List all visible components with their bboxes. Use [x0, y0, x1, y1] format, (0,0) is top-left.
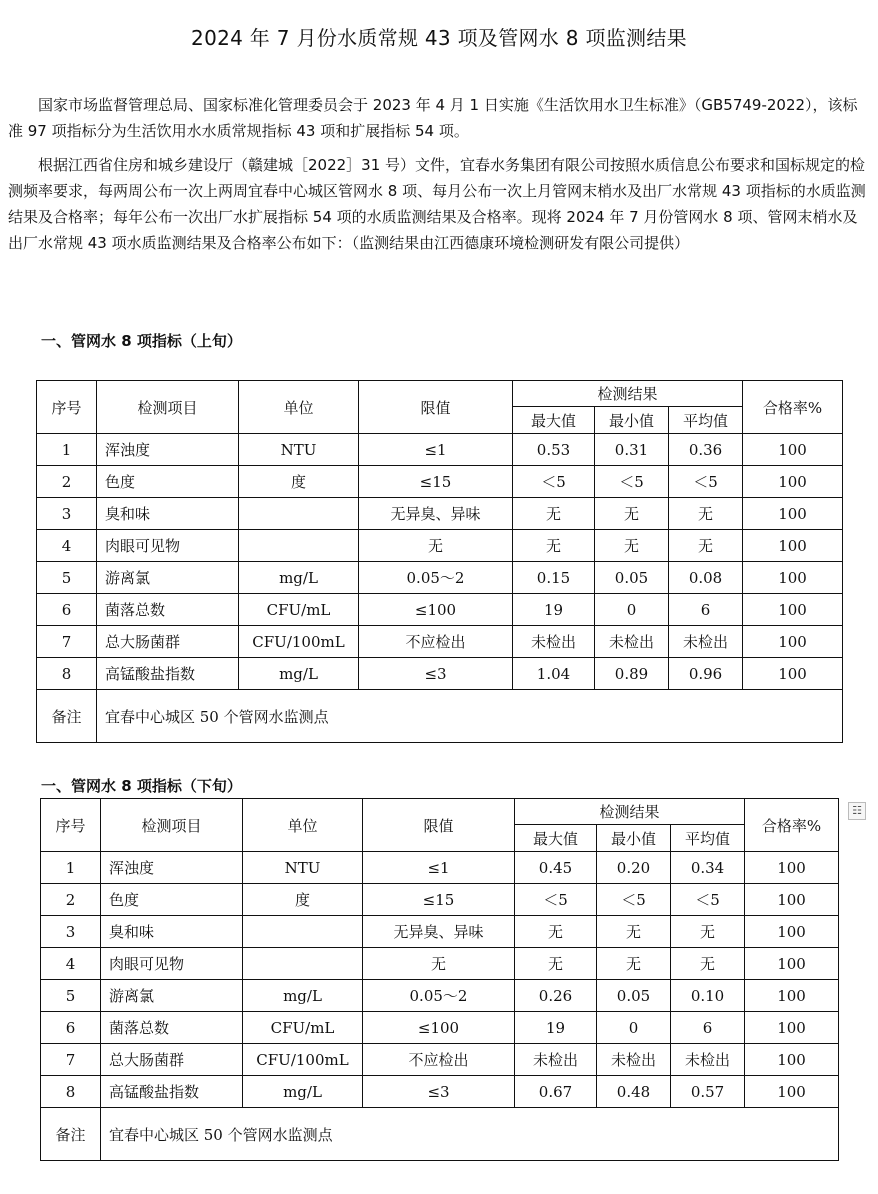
table-row — [41, 852, 839, 884]
cell-seq: 1 — [41, 852, 101, 884]
cell-unit — [239, 498, 359, 530]
cell-max: 无 — [513, 498, 595, 530]
table-note-row — [41, 1108, 839, 1161]
cell-limit: ≤3 — [363, 1076, 515, 1108]
table-row — [41, 1044, 839, 1076]
cell-seq: 4 — [41, 948, 101, 980]
cell-limit: 不应检出 — [363, 1044, 515, 1076]
cell-unit — [239, 530, 359, 562]
cell-min: 无 — [595, 498, 669, 530]
results-table-first-half — [36, 380, 843, 743]
cell-avg: 6 — [669, 594, 743, 626]
header-avg: 平均值 — [671, 825, 745, 852]
table-row — [41, 1076, 839, 1108]
note-text: 宜春中心城区 50 个管网水监测点 — [101, 1108, 839, 1161]
cell-max: 未检出 — [513, 626, 595, 658]
cell-avg: 0.34 — [671, 852, 745, 884]
cell-unit: NTU — [243, 852, 363, 884]
intro-paragraph-2: 根据江西省住房和城乡建设厅（赣建城［2022］31 号）文件，宜春水务集团有限公司按照水质信息公布要求和国标规定的检测频率要求，每两周公布一次上两周宜春中心城区管网水 8 项、每月公布一次上月管网末梢水及出厂水常规 43 项指标的水质监测结果及合格率；每年公布一次出厂水扩展指标 54 项的水质监测结果及合格率。现将 2024 年 7 月份管网水 8 项、管网末梢水及出厂水常规 43 项水质监测结果及合格率公布如下：（监测结果由江西德康环境检测研发有限公司提供） — [8, 156, 866, 252]
cell-seq: 7 — [37, 626, 97, 658]
section-heading-first-half: 一、管网水 8 项指标（上旬） — [41, 332, 242, 350]
cell-limit: ≤100 — [363, 1012, 515, 1044]
table-row — [37, 658, 843, 690]
cell-seq: 8 — [37, 658, 97, 690]
cell-item: 游离氯 — [101, 980, 243, 1012]
header-unit: 单位 — [239, 381, 359, 434]
cell-max: 0.26 — [515, 980, 597, 1012]
cell-min: 0.05 — [595, 562, 669, 594]
cell-max: ＜5 — [513, 466, 595, 498]
cell-min: 0.20 — [597, 852, 671, 884]
page-title: 2024 年 7 月份水质常规 43 项及管网水 8 项监测结果 — [191, 26, 687, 50]
cell-min: 0 — [597, 1012, 671, 1044]
section-heading-second-half: 一、管网水 8 项指标（下旬） — [41, 777, 242, 795]
cell-rate: 100 — [743, 594, 843, 626]
cell-item: 肉眼可见物 — [97, 530, 239, 562]
cell-limit: ≤1 — [363, 852, 515, 884]
cell-item: 臭和味 — [97, 498, 239, 530]
cell-rate: 100 — [745, 948, 839, 980]
intro-paragraph-1: 国家市场监督管理总局、国家标准化管理委员会于 2023 年 4 月 1 日实施《生活饮用水卫生标准》（GB5749-2022），该标准 97 项指标分为生活饮用水水质常规指标 43 项和扩展指标 54 项。 — [8, 96, 858, 140]
cell-unit: 度 — [239, 466, 359, 498]
cell-item: 总大肠菌群 — [101, 1044, 243, 1076]
cell-min: 未检出 — [597, 1044, 671, 1076]
cell-rate: 100 — [743, 466, 843, 498]
cell-min: 无 — [597, 948, 671, 980]
cell-seq: 1 — [37, 434, 97, 466]
header-result: 检测结果 — [515, 799, 745, 825]
table-row — [37, 594, 843, 626]
cell-avg: ＜5 — [669, 466, 743, 498]
cell-avg: 未检出 — [669, 626, 743, 658]
cell-rate: 100 — [745, 980, 839, 1012]
cell-item: 浑浊度 — [97, 434, 239, 466]
header-seq: 序号 — [37, 381, 97, 434]
cell-min: 无 — [595, 530, 669, 562]
header-result: 检测结果 — [513, 381, 743, 407]
cell-item: 高锰酸盐指数 — [101, 1076, 243, 1108]
table-row — [41, 916, 839, 948]
cell-unit: CFU/mL — [243, 1012, 363, 1044]
cell-max: 0.67 — [515, 1076, 597, 1108]
cell-limit: 无异臭、异味 — [359, 498, 513, 530]
header-min: 最小值 — [597, 825, 671, 852]
table-row — [37, 498, 843, 530]
note-label: 备注 — [37, 690, 97, 743]
cell-min: 0.89 — [595, 658, 669, 690]
cell-max: 19 — [515, 1012, 597, 1044]
cell-limit: ≤1 — [359, 434, 513, 466]
cell-rate: 100 — [745, 1076, 839, 1108]
header-max: 最大值 — [513, 407, 595, 434]
cell-rate: 100 — [743, 434, 843, 466]
cell-max: 0.53 — [513, 434, 595, 466]
cell-min: 未检出 — [595, 626, 669, 658]
cell-limit: 无 — [363, 948, 515, 980]
cell-unit: 度 — [243, 884, 363, 916]
header-avg: 平均值 — [669, 407, 743, 434]
results-table-second-half — [40, 798, 839, 1161]
cell-unit: CFU/100mL — [243, 1044, 363, 1076]
cell-item: 浑浊度 — [101, 852, 243, 884]
cell-limit: 无 — [359, 530, 513, 562]
table-header-row — [37, 381, 843, 407]
cell-avg: 无 — [671, 916, 745, 948]
cell-limit: 0.05～2 — [359, 562, 513, 594]
note-label: 备注 — [41, 1108, 101, 1161]
cell-unit — [243, 948, 363, 980]
cell-seq: 7 — [41, 1044, 101, 1076]
cell-seq: 3 — [41, 916, 101, 948]
cell-limit: ≤3 — [359, 658, 513, 690]
table-note-row — [37, 690, 843, 743]
header-max: 最大值 — [515, 825, 597, 852]
cell-avg: 0.08 — [669, 562, 743, 594]
cell-limit: ≤100 — [359, 594, 513, 626]
cell-max: ＜5 — [515, 884, 597, 916]
cell-avg: 无 — [669, 530, 743, 562]
cell-unit: CFU/100mL — [239, 626, 359, 658]
cell-avg: ＜5 — [671, 884, 745, 916]
cell-rate: 100 — [745, 1012, 839, 1044]
cell-item: 臭和味 — [101, 916, 243, 948]
cell-max: 无 — [515, 948, 597, 980]
header-min: 最小值 — [595, 407, 669, 434]
cell-unit: mg/L — [239, 562, 359, 594]
header-item: 检测项目 — [97, 381, 239, 434]
table-header-row — [41, 799, 839, 825]
cell-seq: 8 — [41, 1076, 101, 1108]
cell-seq: 5 — [41, 980, 101, 1012]
header-rate: 合格率% — [743, 381, 843, 434]
header-rate: 合格率% — [745, 799, 839, 852]
cell-seq: 6 — [41, 1012, 101, 1044]
cell-item: 菌落总数 — [101, 1012, 243, 1044]
cell-max: 1.04 — [513, 658, 595, 690]
cell-item: 色度 — [97, 466, 239, 498]
cell-max: 19 — [513, 594, 595, 626]
cell-item: 色度 — [101, 884, 243, 916]
cell-seq: 4 — [37, 530, 97, 562]
table-row — [37, 626, 843, 658]
cell-item: 菌落总数 — [97, 594, 239, 626]
cell-unit: NTU — [239, 434, 359, 466]
cell-rate: 100 — [745, 852, 839, 884]
cell-min: 0.31 — [595, 434, 669, 466]
cell-min: 无 — [597, 916, 671, 948]
table-row — [37, 530, 843, 562]
cell-rate: 100 — [745, 884, 839, 916]
header-seq: 序号 — [41, 799, 101, 852]
cell-rate: 100 — [743, 562, 843, 594]
cell-limit: 不应检出 — [359, 626, 513, 658]
cell-unit: CFU/mL — [239, 594, 359, 626]
cell-min: ＜5 — [595, 466, 669, 498]
cell-max: 无 — [513, 530, 595, 562]
cell-unit — [243, 916, 363, 948]
cell-max: 0.45 — [515, 852, 597, 884]
table-row — [41, 884, 839, 916]
table-row — [37, 434, 843, 466]
cell-avg: 未检出 — [671, 1044, 745, 1076]
cell-seq: 2 — [41, 884, 101, 916]
cell-rate: 100 — [743, 658, 843, 690]
cell-min: 0 — [595, 594, 669, 626]
header-limit: 限值 — [363, 799, 515, 852]
cell-seq: 3 — [37, 498, 97, 530]
cell-limit: ≤15 — [359, 466, 513, 498]
cell-max: 无 — [515, 916, 597, 948]
cell-avg: 无 — [669, 498, 743, 530]
table-row — [37, 562, 843, 594]
cell-item: 肉眼可见物 — [101, 948, 243, 980]
cell-rate: 100 — [745, 1044, 839, 1076]
table-row — [41, 1012, 839, 1044]
cell-seq: 6 — [37, 594, 97, 626]
cell-min: 0.05 — [597, 980, 671, 1012]
note-text: 宜春中心城区 50 个管网水监测点 — [97, 690, 843, 743]
cell-seq: 2 — [37, 466, 97, 498]
cell-rate: 100 — [743, 626, 843, 658]
table-row — [37, 466, 843, 498]
cell-min: ＜5 — [597, 884, 671, 916]
cell-avg: 无 — [671, 948, 745, 980]
cell-avg: 6 — [671, 1012, 745, 1044]
cell-rate: 100 — [743, 498, 843, 530]
header-limit: 限值 — [359, 381, 513, 434]
cell-seq: 5 — [37, 562, 97, 594]
cell-unit: mg/L — [243, 1076, 363, 1108]
cell-unit: mg/L — [239, 658, 359, 690]
cell-avg: 0.96 — [669, 658, 743, 690]
header-unit: 单位 — [243, 799, 363, 852]
cell-avg: 0.36 — [669, 434, 743, 466]
cell-unit: mg/L — [243, 980, 363, 1012]
cell-max: 0.15 — [513, 562, 595, 594]
cell-limit: 0.05～2 — [363, 980, 515, 1012]
cell-limit: 无异臭、异味 — [363, 916, 515, 948]
cell-min: 0.48 — [597, 1076, 671, 1108]
cell-item: 游离氯 — [97, 562, 239, 594]
cell-rate: 100 — [743, 530, 843, 562]
table-row — [41, 948, 839, 980]
header-item: 检测项目 — [101, 799, 243, 852]
table-row — [41, 980, 839, 1012]
cell-avg: 0.57 — [671, 1076, 745, 1108]
cell-rate: 100 — [745, 916, 839, 948]
cell-avg: 0.10 — [671, 980, 745, 1012]
cell-item: 高锰酸盐指数 — [97, 658, 239, 690]
cell-max: 未检出 — [515, 1044, 597, 1076]
cell-item: 总大肠菌群 — [97, 626, 239, 658]
table-view-icon[interactable]: ☷ — [848, 802, 866, 820]
cell-limit: ≤15 — [363, 884, 515, 916]
